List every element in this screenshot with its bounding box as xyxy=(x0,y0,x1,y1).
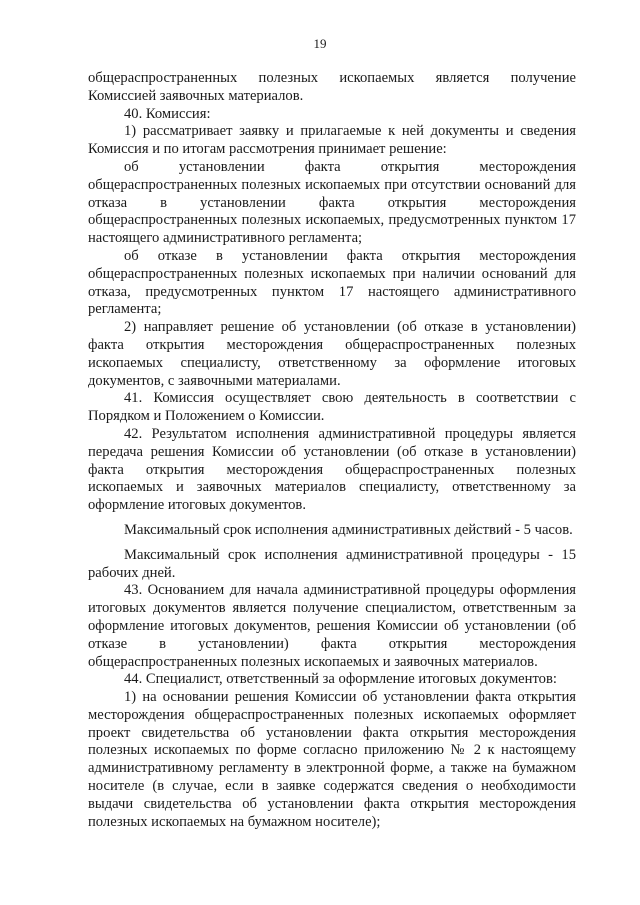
paragraph-max-term-procedure: Максимальный срок исполнения административной процедуры - 15 рабочих дней. xyxy=(88,546,576,581)
paragraph-clause-40-item-1: 1) рассматривает заявку и прилагаемые к ней документы и сведения Комиссия и по итогам рассмотрения принимает решение: xyxy=(88,123,576,158)
paragraph-continuation: общераспространенных полезных ископаемых является получение Комиссией заявочных материалов. xyxy=(88,70,576,104)
document-body xyxy=(88,70,576,831)
paragraph-clause-43: 43. Основанием для начала административной процедуры оформления итоговых документов является получение специалистом, ответственным за оформление итоговых документов, решения Комиссии об установлении (об отказе в установлении) факта открытия месторождения общераспространенных полезных ископаемых и заявочных материалов. xyxy=(88,582,576,670)
paragraph-clause-40: 40. Комиссия: xyxy=(124,105,211,122)
page-number: 19 xyxy=(313,36,327,51)
paragraph-clause-40-item-2: 2) направляет решение об установлении (об отказе в установлении) факта открытия месторождения общераспространенных полезных ископаемых специалисту, ответственному за оформление итоговых документов, с заявочными материалами. xyxy=(88,319,576,389)
paragraph-clause-42: 42. Результатом исполнения административной процедуры является передача решения Комиссии об установлении (об отказе в установлении) факта открытия месторождения общераспространенных полезных ископаемых и заявочных материалов специалисту, ответственному за оформление итоговых документов. xyxy=(88,425,576,514)
paragraph-decision-establish: об установлении факта открытия месторождения общераспространенных полезных ископаемых при отсутствии оснований для отказа в установлении факта открытия месторождения общераспространенных полезных ископаемых, предусмотренных пунктом 17 настоящего административного регламента; xyxy=(88,158,576,247)
paragraph-clause-41: 41. Комиссия осуществляет свою деятельность в соответствии с Порядком и Положением о Комиссии. xyxy=(88,390,576,425)
paragraph-clause-44: 44. Специалист, ответственный за оформление итоговых документов: xyxy=(124,671,557,688)
paragraph-clause-44-item-1: 1) на основании решения Комиссии об установлении факта открытия месторождения общераспространенных полезных ископаемых оформляет проект свидетельства об установлении факта открытия месторождения полезных ископаемых по форме согласно приложению № 2 к настоящему административному регламенту в электронной форме, а также на бумажном носителе (в случае, если в заявке содержатся сведения о необходимости выдачи свидетельства об установлении факта открытия месторождения полезных ископаемых на бумажном носителе); xyxy=(88,689,576,830)
paragraph-max-term-actions: Максимальный срок исполнения административных действий - 5 часов. xyxy=(124,521,573,538)
paragraph-decision-refuse: об отказе в установлении факта открытия месторождения общераспространенных полезных ископаемых при наличии оснований для отказа, предусмотренных пунктом 17 настоящего административного регламента; xyxy=(88,247,576,318)
